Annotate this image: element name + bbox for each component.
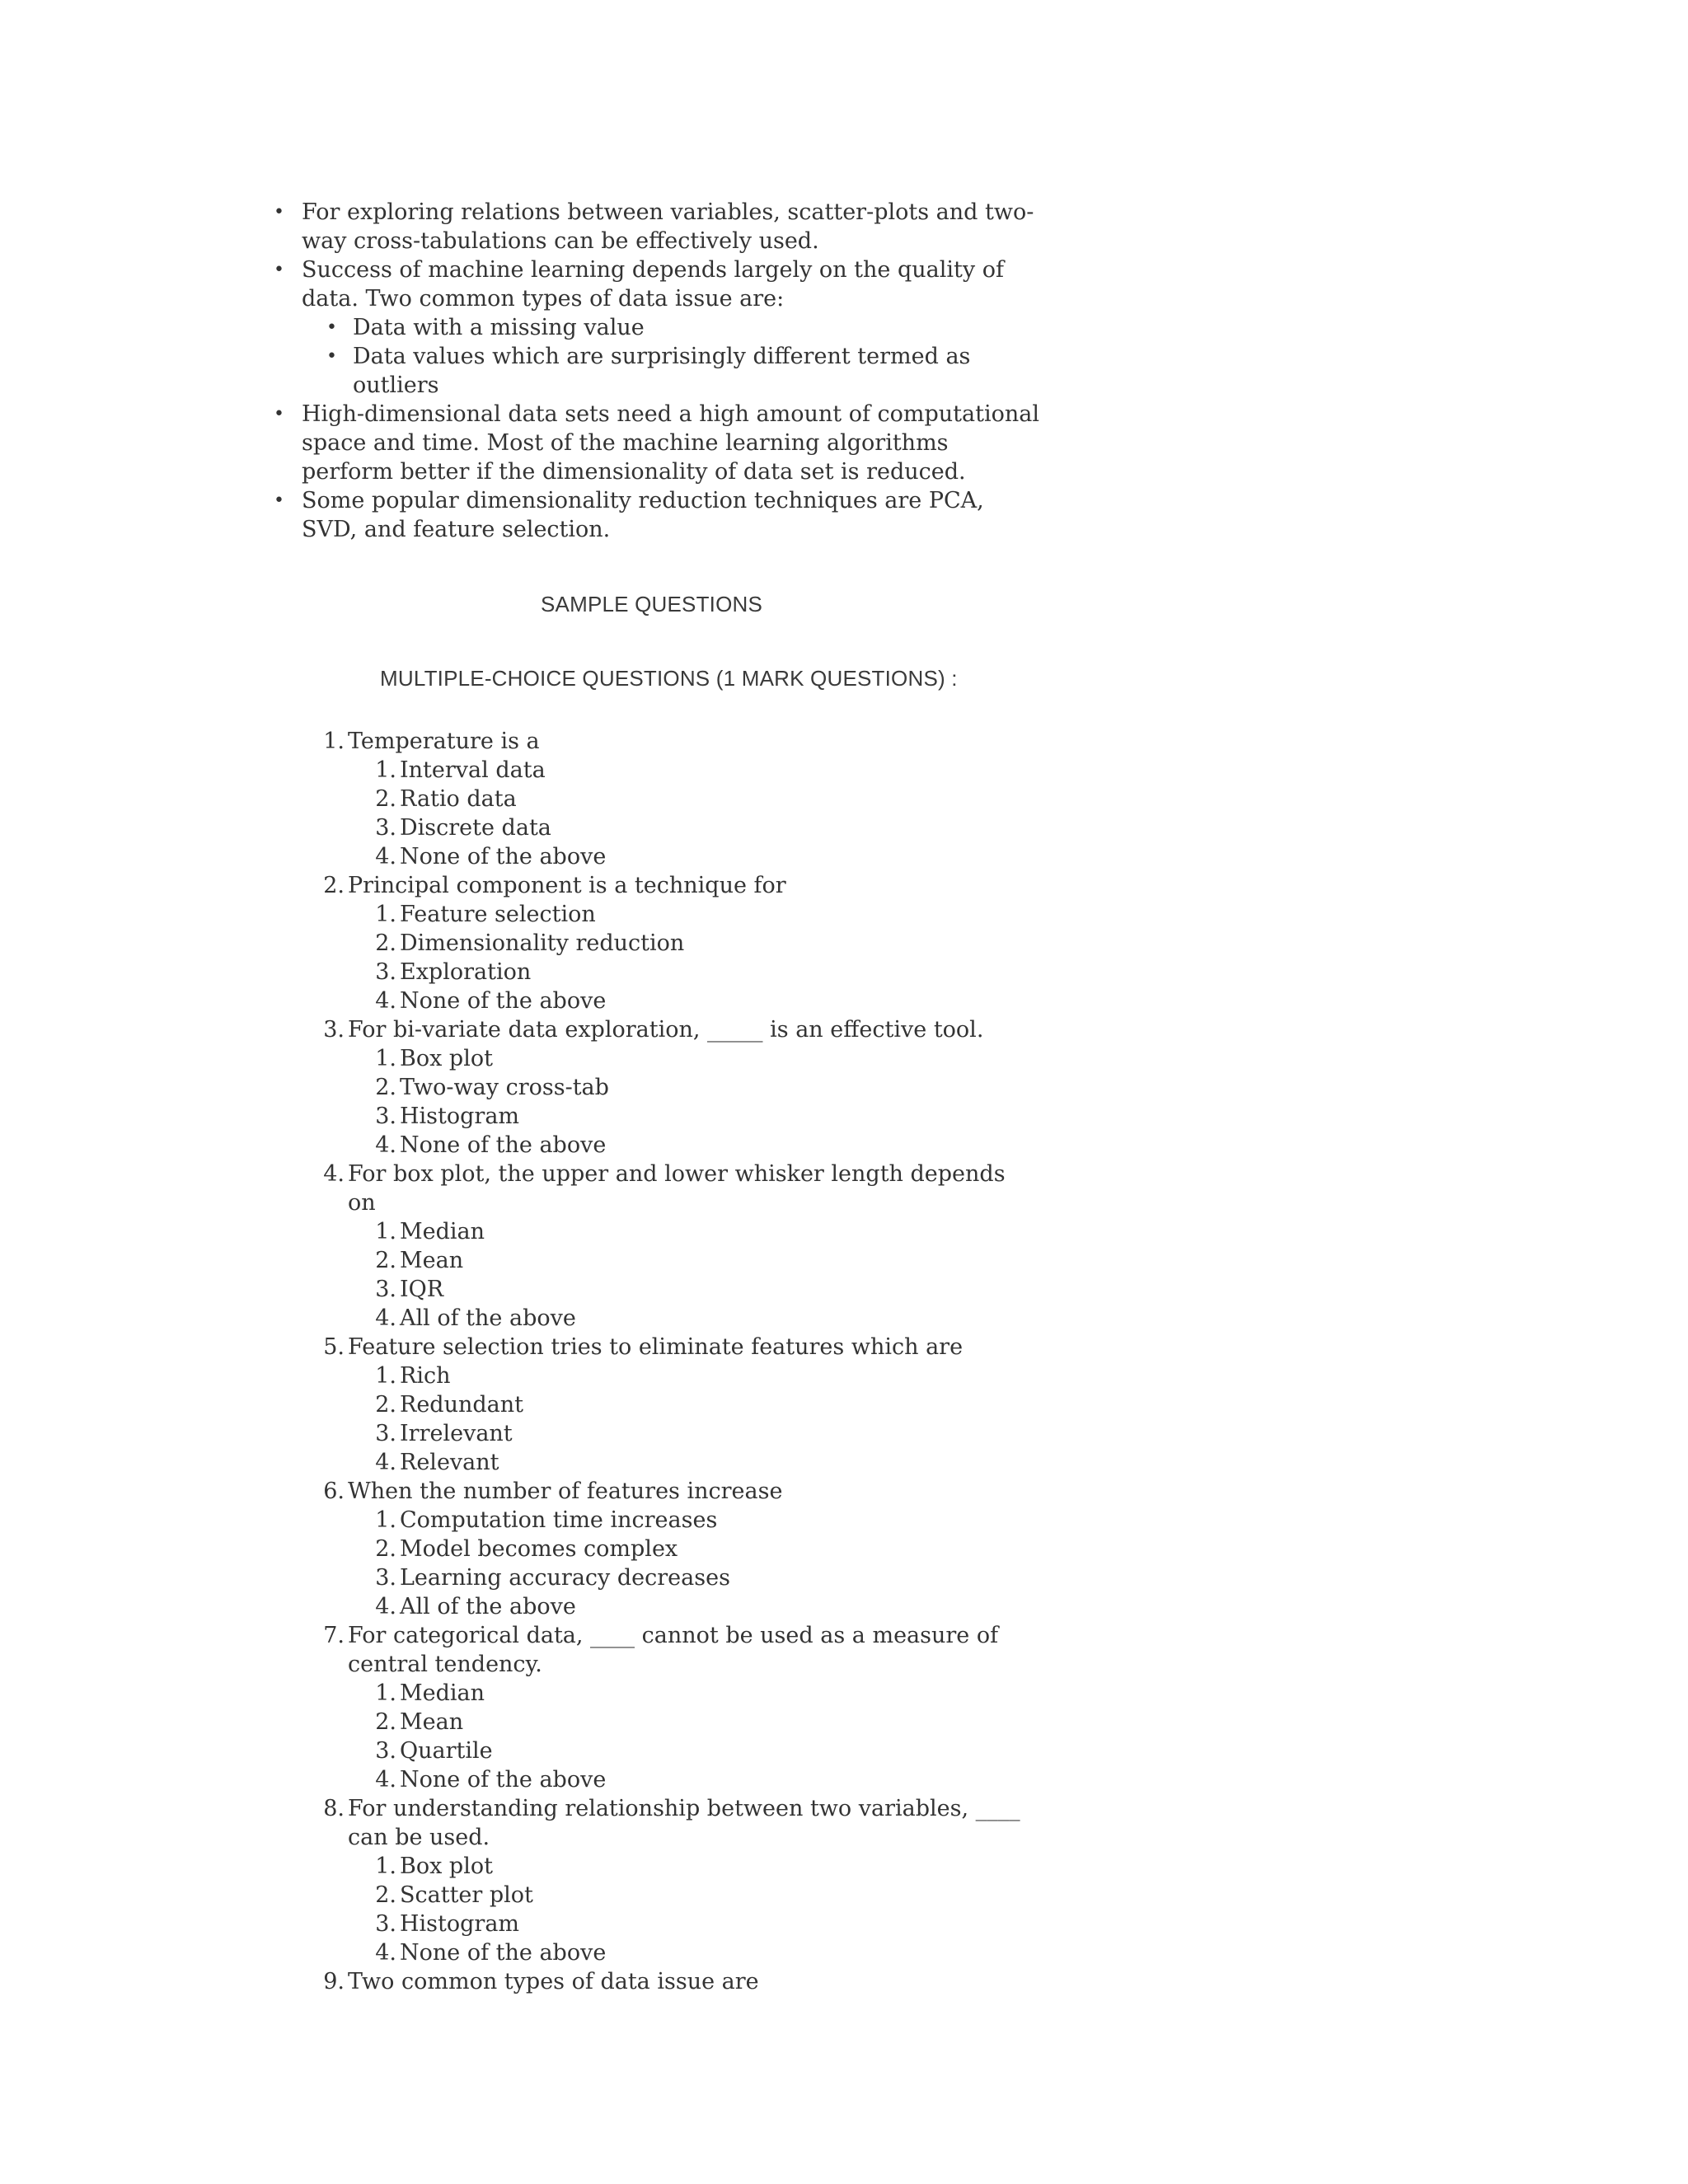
option-item — [375, 1563, 1024, 1592]
question-number: 8. — [323, 1796, 345, 1821]
question-text: Feature selection tries to eliminate features which are — [348, 1334, 964, 1360]
option-item — [375, 1881, 1024, 1910]
summary-sub-bullet-text: Data with a missing value — [353, 315, 645, 340]
option-text: Histogram — [400, 1104, 520, 1129]
option-item — [375, 929, 1024, 958]
option-item — [375, 1361, 1024, 1390]
option-list — [348, 1044, 1024, 1160]
question-item — [323, 1621, 1024, 1794]
option-item — [375, 1765, 1024, 1794]
option-text: Discrete data — [400, 815, 551, 841]
summary-sub-bullet — [353, 342, 1043, 400]
question-item — [323, 1015, 1024, 1160]
option-number: 1. — [375, 1680, 396, 1706]
option-item — [375, 1246, 1024, 1275]
option-number: 3. — [375, 1565, 396, 1591]
question-number: 9. — [323, 1969, 345, 1994]
option-item — [375, 1938, 1024, 1967]
option-number: 3. — [375, 959, 396, 985]
question-item — [323, 727, 1024, 871]
summary-bullet-text: Some popular dimensionality reduction techniques are PCA, SVD, and feature selection. — [302, 488, 984, 542]
option-text: Irrelevant — [400, 1421, 513, 1446]
option-text: Two-way cross-tab — [400, 1075, 609, 1100]
option-item — [375, 1304, 1024, 1333]
option-number: 2. — [375, 930, 396, 956]
option-text: None of the above — [400, 844, 607, 869]
question-text: For bi-variate data exploration, _____ is an effective tool. — [348, 1017, 984, 1043]
option-number: 1. — [375, 902, 396, 927]
sample-questions-heading: SAMPLE QUESTIONS — [541, 592, 763, 616]
option-item — [375, 987, 1024, 1015]
option-text: Median — [400, 1219, 485, 1244]
option-item — [375, 813, 1024, 842]
option-item — [375, 756, 1024, 785]
question-item — [323, 871, 1024, 1015]
summary-bullet-text: Success of machine learning depends largely on the quality of data. Two common types of data issue are: — [302, 257, 1004, 312]
question-text: For categorical data, ____ cannot be used as a measure of central tendency. — [348, 1623, 999, 1677]
option-text: Mean — [400, 1709, 464, 1735]
option-number: 2. — [375, 1392, 396, 1418]
option-number: 4. — [375, 844, 396, 869]
question-text: Temperature is a — [348, 729, 540, 754]
option-list — [348, 1217, 1024, 1333]
option-text: All of the above — [400, 1594, 576, 1619]
option-text: None of the above — [400, 988, 607, 1014]
option-number: 1. — [375, 1854, 396, 1879]
question-number: 4. — [323, 1161, 345, 1187]
question-item — [323, 1794, 1024, 1967]
option-text: Box plot — [400, 1854, 493, 1879]
option-text: Interval data — [400, 757, 546, 783]
question-item — [323, 1477, 1024, 1621]
option-text: Feature selection — [400, 902, 596, 927]
question-text: Principal component is a technique for — [348, 873, 786, 898]
option-number: 3. — [375, 1738, 396, 1764]
option-item — [375, 842, 1024, 871]
option-list — [348, 900, 1024, 1015]
summary-sub-list — [302, 313, 1043, 400]
option-text: Model becomes complex — [400, 1536, 678, 1562]
option-list — [348, 1852, 1024, 1967]
option-text: Computation time increases — [400, 1507, 718, 1533]
summary-sub-bullet — [353, 313, 1043, 342]
option-text: Scatter plot — [400, 1882, 533, 1908]
option-text: None of the above — [400, 1940, 607, 1966]
mcq-section-heading: MULTIPLE-CHOICE QUESTIONS (1 MARK QUESTIONS) : — [380, 666, 958, 691]
option-number: 1. — [375, 1046, 396, 1071]
question-list — [323, 727, 1024, 1996]
option-item — [375, 1419, 1024, 1448]
option-text: Mean — [400, 1248, 464, 1273]
option-text: Median — [400, 1680, 485, 1706]
question-item — [323, 1160, 1024, 1333]
option-number: 3. — [375, 1277, 396, 1302]
option-number: 4. — [375, 988, 396, 1014]
option-number: 3. — [375, 1911, 396, 1937]
option-text: Ratio data — [400, 786, 517, 812]
question-item — [323, 1967, 1024, 1996]
option-number: 1. — [375, 757, 396, 783]
option-list — [348, 756, 1024, 871]
option-text: Box plot — [400, 1046, 493, 1071]
option-item — [375, 1275, 1024, 1304]
option-text: Rich — [400, 1363, 451, 1389]
option-item — [375, 1736, 1024, 1765]
option-item — [375, 1506, 1024, 1535]
option-number: 4. — [375, 1767, 396, 1793]
option-text: All of the above — [400, 1305, 576, 1331]
question-number: 6. — [323, 1479, 345, 1504]
option-list — [348, 1361, 1024, 1477]
option-item — [375, 785, 1024, 813]
option-item — [375, 1390, 1024, 1419]
question-text: When the number of features increase — [348, 1479, 783, 1504]
option-number: 2. — [375, 786, 396, 812]
option-text: None of the above — [400, 1767, 607, 1793]
summary-bullet-text: For exploring relations between variables, scatter-plots and two-way cross-tabulations can be effectively used. — [302, 199, 1034, 254]
summary-bullet — [302, 486, 1043, 544]
option-item — [375, 900, 1024, 929]
question-text: For understanding relationship between two variables, ____ can be used. — [348, 1796, 1020, 1850]
option-item — [375, 1131, 1024, 1160]
option-number: 4. — [375, 1940, 396, 1966]
option-text: None of the above — [400, 1132, 607, 1158]
option-item — [375, 1910, 1024, 1938]
option-number: 3. — [375, 1421, 396, 1446]
option-item — [375, 1852, 1024, 1881]
question-number: 1. — [323, 729, 345, 754]
summary-bullet — [302, 400, 1043, 486]
option-item — [375, 958, 1024, 987]
question-number: 7. — [323, 1623, 345, 1648]
option-number: 4. — [375, 1132, 396, 1158]
option-number: 2. — [375, 1882, 396, 1908]
option-list — [348, 1679, 1024, 1794]
option-text: Relevant — [400, 1450, 499, 1475]
question-number: 2. — [323, 873, 345, 898]
option-number: 1. — [375, 1219, 396, 1244]
option-number: 3. — [375, 1104, 396, 1129]
option-number: 2. — [375, 1536, 396, 1562]
option-item — [375, 1708, 1024, 1736]
option-number: 1. — [375, 1363, 396, 1389]
summary-bullet-text: High-dimensional data sets need a high amount of computational space and time. Most of the machine learning algorithms perform better if the dimensionality of data set is reduced. — [302, 401, 1039, 485]
option-number: 1. — [375, 1507, 396, 1533]
option-item — [375, 1448, 1024, 1477]
option-item — [375, 1073, 1024, 1102]
option-item — [375, 1102, 1024, 1131]
option-item — [375, 1217, 1024, 1246]
question-item — [323, 1333, 1024, 1477]
option-list — [348, 1506, 1024, 1621]
option-item — [375, 1535, 1024, 1563]
option-number: 4. — [375, 1450, 396, 1475]
option-number: 2. — [375, 1075, 396, 1100]
summary-bullet-list — [272, 198, 1043, 544]
question-text: Two common types of data issue are — [348, 1969, 759, 1994]
option-text: Quartile — [400, 1738, 493, 1764]
option-text: Learning accuracy decreases — [400, 1565, 730, 1591]
option-text: Exploration — [400, 959, 532, 985]
option-number: 3. — [375, 815, 396, 841]
option-text: Redundant — [400, 1392, 523, 1418]
option-item — [375, 1044, 1024, 1073]
option-item — [375, 1679, 1024, 1708]
summary-sub-bullet-text: Data values which are surprisingly different termed as outliers — [353, 344, 971, 398]
question-number: 5. — [323, 1334, 345, 1360]
summary-bullet — [302, 198, 1043, 255]
option-number: 2. — [375, 1248, 396, 1273]
option-number: 4. — [375, 1305, 396, 1331]
option-text: IQR — [400, 1277, 444, 1302]
question-number: 3. — [323, 1017, 345, 1043]
summary-bullet — [302, 255, 1043, 400]
option-number: 2. — [375, 1709, 396, 1735]
option-text: Dimensionality reduction — [400, 930, 685, 956]
option-text: Histogram — [400, 1911, 520, 1937]
option-item — [375, 1592, 1024, 1621]
question-text: For box plot, the upper and lower whisker length depends on — [348, 1161, 1006, 1216]
option-number: 4. — [375, 1594, 396, 1619]
